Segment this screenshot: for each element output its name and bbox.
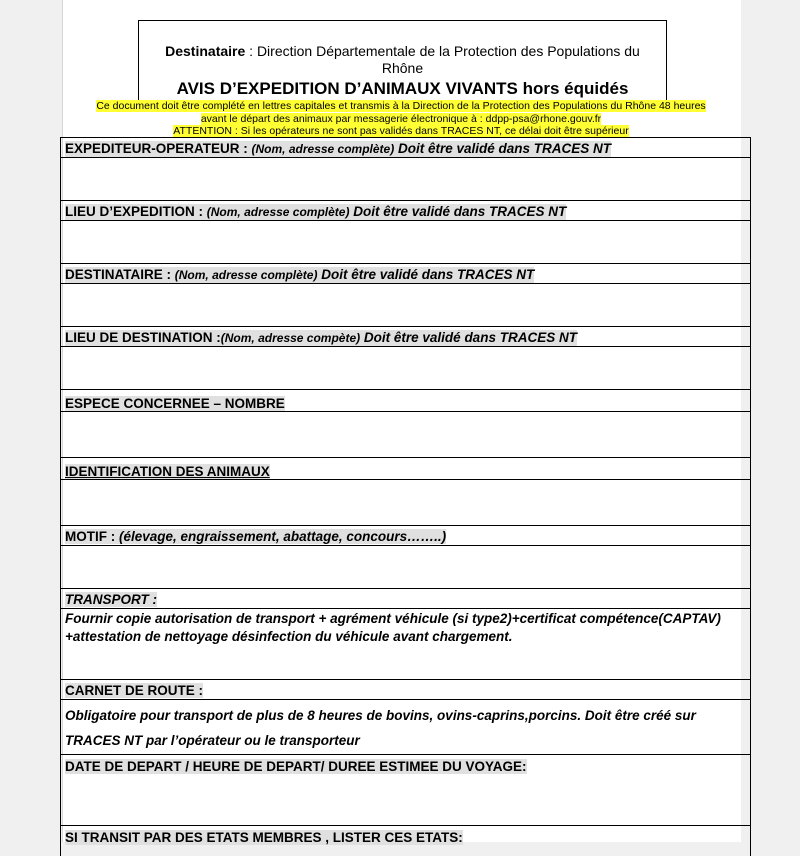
form-title: AVIS D’EXPEDITION D’ANIMAUX VIVANTS hors équidés xyxy=(176,79,629,98)
field-carnet-label-row xyxy=(60,679,751,699)
field-lieu-expedition-label: LIEU D’EXPEDITION : (Nom, adresse complète) Doit être validé dans TRACES NT xyxy=(65,204,567,219)
field-carnet-instructions: Obligatoire pour transport de plus de 8 heures de bovins, ovins-caprins,porcins. Doit être créé sur TRACES NT par l’opérateur ou le transporteur xyxy=(65,708,696,748)
field-destinataire-input[interactable] xyxy=(60,283,751,326)
field-transit-label: SI TRANSIT PAR DES ETATS MEMBRES , LISTER CES ETATS: xyxy=(65,830,463,845)
notice-line-3: ATTENTION : Si les opérateurs ne sont pas validés dans TRACES NT, ce délai doit être supérieur xyxy=(173,125,629,137)
notice-block xyxy=(70,100,732,138)
field-carnet-box[interactable] xyxy=(60,699,751,754)
field-motif-input[interactable] xyxy=(60,545,751,588)
field-transit-box[interactable] xyxy=(60,825,751,856)
recipient-line xyxy=(139,43,666,77)
field-motif-label: MOTIF : (élevage, engraissement, abattage, concours……..) xyxy=(65,529,447,544)
notice-line-2: avant le départ des animaux par messagerie électronique à : ddpp-psa@rhone.gouv.fr xyxy=(200,112,602,125)
field-expediteur-input[interactable] xyxy=(60,157,751,200)
field-espece-input[interactable] xyxy=(60,411,751,457)
notice-line-1: Ce document doit être complété en lettres capitales et transmis à la Direction de la Protection des Populations du Rhône 48 heures xyxy=(96,100,706,112)
field-lieu-expedition-label-row xyxy=(60,200,751,220)
field-espece-label-row xyxy=(60,389,751,411)
field-transport-instructions: Fournir copie autorisation de transport + agrément véhicule (si type2)+certificat compétence(CAPTAV) +attestation de nettoyage désinfection du véhicule avant chargement. xyxy=(65,611,721,644)
field-lieu-expedition-input[interactable] xyxy=(60,220,751,263)
recipient-text: : Direction Départementale de la Protection des Populations du Rhône xyxy=(245,43,640,76)
field-identification-label: IDENTIFICATION DES ANIMAUX xyxy=(65,464,270,479)
field-lieu-destination-label-row xyxy=(60,326,751,346)
field-expediteur-label-row xyxy=(60,137,751,157)
field-destinataire-label-row xyxy=(60,263,751,283)
recipient-label: Destinataire xyxy=(165,43,246,59)
field-motif-label-row xyxy=(60,525,751,545)
field-carnet-label: CARNET DE ROUTE : xyxy=(65,683,203,698)
field-identification-input[interactable] xyxy=(60,479,751,525)
field-transport-label: TRANSPORT : xyxy=(65,592,158,607)
field-transport-label-row xyxy=(60,588,751,608)
field-identification-label-row xyxy=(60,457,751,479)
field-date-depart-box[interactable] xyxy=(60,754,751,825)
form-table xyxy=(60,137,751,856)
field-expediteur-label: EXPEDITEUR-OPERATEUR : (Nom, adresse complète) Doit être validé dans TRACES NT xyxy=(65,141,612,156)
field-lieu-destination-label: LIEU DE DESTINATION :(Nom, adresse compète) Doit être validé dans TRACES NT xyxy=(65,330,577,345)
field-transport-box[interactable] xyxy=(60,608,751,679)
field-destinataire-label: DESTINATAIRE : (Nom, adresse complète) Doit être validé dans TRACES NT xyxy=(65,267,535,282)
field-espece-label: ESPECE CONCERNEE – NOMBRE xyxy=(65,396,285,411)
field-date-depart-label: DATE DE DEPART / HEURE DE DEPART/ DUREE ESTIMEE DU VOYAGE: xyxy=(65,759,527,774)
field-lieu-destination-input[interactable] xyxy=(60,346,751,389)
header-box xyxy=(138,20,667,103)
